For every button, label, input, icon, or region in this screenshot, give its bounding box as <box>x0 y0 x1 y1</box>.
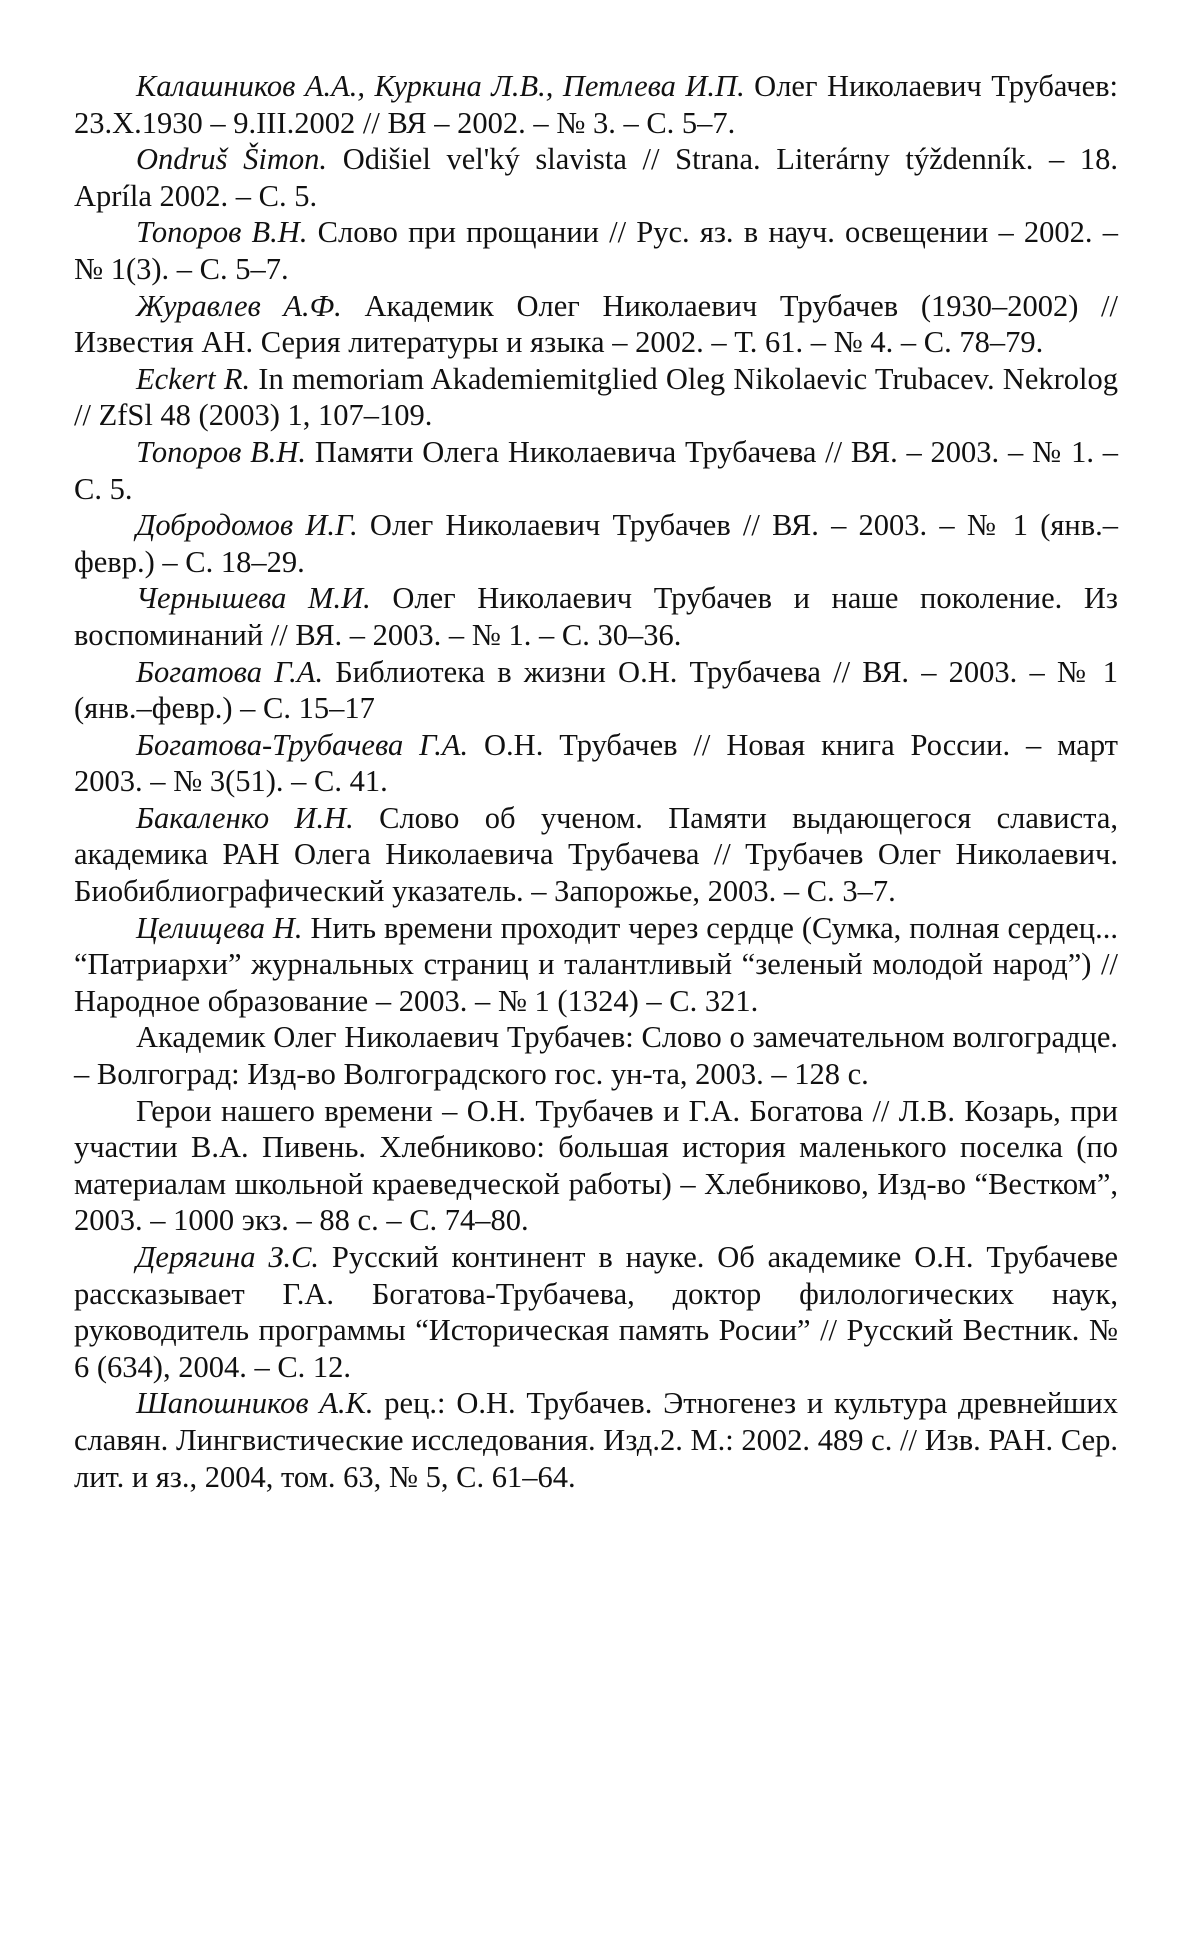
bibliography-entry <box>74 727 1118 800</box>
entry-text: Русский континент в науке. Об академике О.Н. Трубачеве рассказывает Г.А. Богатова-Трубачева, доктор филологических наук, руководитель программы “Историческая память Росии” // Русский Вестник. № 6 (634), 2004. – С. 12. <box>74 1240 1118 1384</box>
bibliography-entry <box>74 214 1118 287</box>
bibliography-entry <box>74 1019 1118 1092</box>
bibliography-entry <box>74 68 1118 141</box>
entry-text: рец.: О.Н. Трубачев. Этногенез и культура древнейших славян. Лингвистические исследования. Изд.2. М.: 2002. 489 с. // Изв. РАН. Сер. лит. и яз., 2004, том. 63, № 5, С. 61–64. <box>74 1386 1118 1494</box>
bibliography-entry <box>74 434 1118 507</box>
bibliography-entry <box>74 1093 1118 1239</box>
entry-text: Слово об ученом. Памяти выдающегося слависта, академика РАН Олега Николаевича Трубачева // Трубачев Олег Николаевич. Биобиблиографический указатель. – Запорожье, 2003. – С. 3–7. <box>74 800 1118 909</box>
entry-author: Целищева Н. <box>136 910 303 945</box>
bibliography-entry <box>74 654 1118 727</box>
entry-text: Олег Николаевич Трубачев: 23.X.1930 – 9.III.2002 // ВЯ – 2002. – № 3. – С. 5–7. <box>74 69 1118 140</box>
entry-author: Бакаленко И.Н. <box>136 800 354 835</box>
entry-author: Добродомов И.Г. <box>136 508 358 543</box>
entry-author: Ondruš Šimon. <box>136 142 328 177</box>
bibliography-entry <box>74 141 1118 214</box>
entry-text: Академик Олег Николаевич Трубачев (1930–2002) // Известия АН. Серия литературы и языка – 2002. – Т. 61. – № 4. – С. 78–79. <box>74 288 1118 360</box>
entry-author: Богатова-Трубачева Г.А. <box>136 727 469 762</box>
bibliography-entry <box>74 507 1118 580</box>
bibliography-entry <box>74 910 1118 1020</box>
entry-text: Академик Олег Николаевич Трубачев: Слово о замечательном волгоградце. – Волгоград: Изд-во Волгоградского гос. ун-та, 2003. – 128 с. <box>74 1020 1118 1092</box>
bibliography-entry <box>74 361 1118 434</box>
entry-author: Eckert R. <box>136 361 251 396</box>
entry-author: Топоров В.Н. <box>136 215 308 250</box>
entry-author: Топоров В.Н. <box>136 434 307 469</box>
entry-author: Шапошников А.К. <box>136 1386 374 1421</box>
entry-text: О.Н. Трубачев // Новая книга России. – март 2003. – № 3(51). – С. 41. <box>74 727 1118 799</box>
bibliography-entry <box>74 800 1118 910</box>
bibliography-entry <box>74 580 1118 653</box>
entry-author: Дерягина З.С. <box>136 1240 320 1274</box>
entry-text: Нить времени проходит через сердце (Сумка, полная сердец... “Патриархи” журнальных страниц и талантливый “зеленый молодой народ”) // Народное образование – 2003. – № 1 (1324) – С. 321. <box>74 910 1118 1018</box>
entry-text: Памяти Олега Николаевича Трубачева // ВЯ. – 2003. – № 1. – С. 5. <box>74 434 1118 506</box>
entry-text: Библиотека в жизни О.Н. Трубачева // ВЯ. – 2003. – № 1 (янв.–февр.) – С. 15–17 <box>74 654 1118 726</box>
entry-text: Odišiel vel'ký slavista // Strana. Literárny týždenník. – 18. Apríla 2002. – C. 5. <box>74 142 1119 213</box>
entry-text: Олег Николаевич Трубачев // ВЯ. – 2003. – № 1 (янв.–февр.) – С. 18–29. <box>74 508 1118 579</box>
entry-author: Журавлев А.Ф. <box>136 288 342 323</box>
bibliography-list <box>74 68 1118 1495</box>
bibliography-entry <box>74 1385 1118 1495</box>
entry-author: Калашников А.А., Куркина Л.В., Петлева И.П. <box>136 69 745 103</box>
bibliography-entry <box>74 1239 1118 1385</box>
entry-text: Слово при прощании // Рус. яз. в науч. освещении – 2002. – № 1(3). – С. 5–7. <box>74 215 1118 286</box>
entry-author: Богатова Г.А. <box>136 654 324 689</box>
entry-text: Герои нашего времени – О.Н. Трубачев и Г.А. Богатова // Л.В. Козарь, при участии В.А. Пивень. Хлебниково: большая история маленького поселка (по материалам школьной краеведческой работы) – Хлебниково, Изд-во “Вестком”, 2003. – 1000 экз. – 88 с. – С. 74–80. <box>74 1093 1118 1238</box>
entry-text: In memoriam Akademiemitglied Oleg Nikolaevic Trubacev. Nekrolog // ZfSl 48 (2003) 1, 107–109. <box>74 361 1118 433</box>
entry-author: Чернышева М.И. <box>136 581 371 616</box>
entry-text: Олег Николаевич Трубачев и наше поколение. Из воспоминаний // ВЯ. – 2003. – № 1. – С. 30–36. <box>74 581 1118 652</box>
bibliography-entry <box>74 288 1118 361</box>
